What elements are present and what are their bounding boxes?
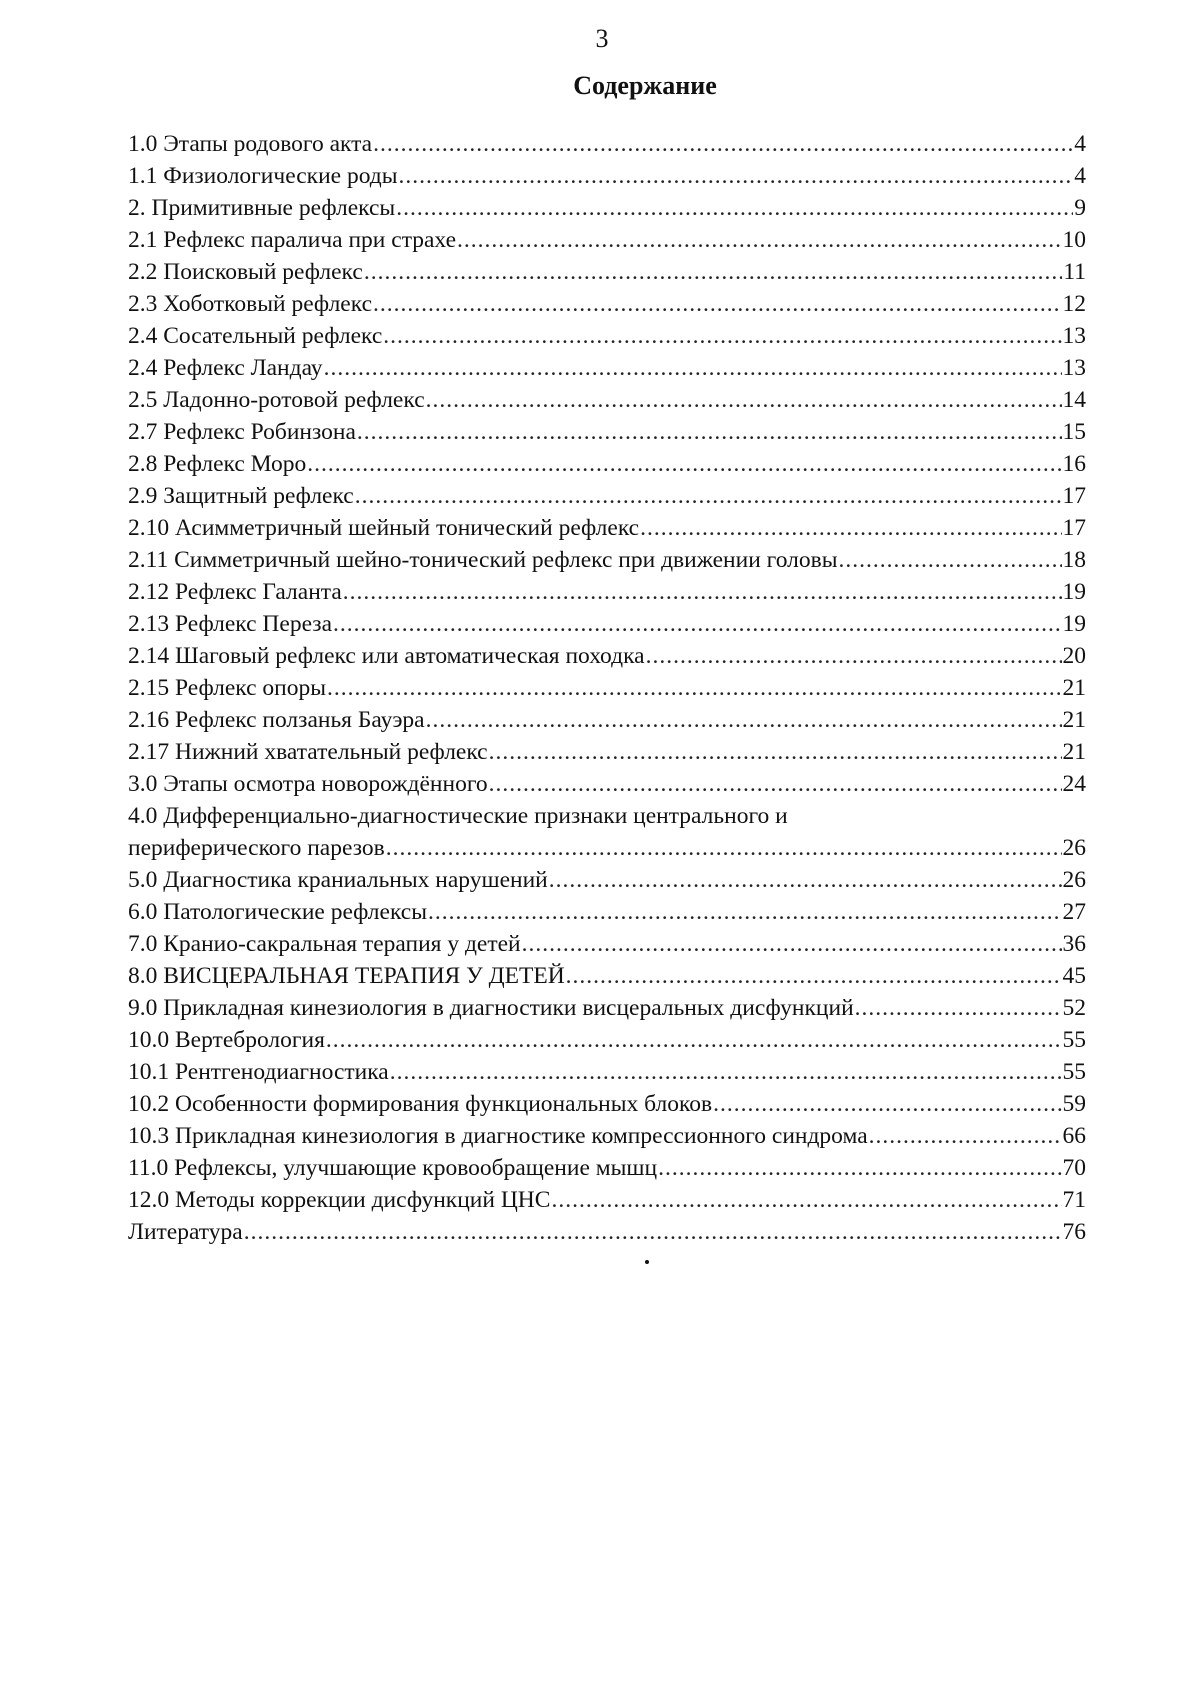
toc-entry-page: 13 (1062, 323, 1086, 349)
toc-entry (128, 1216, 1086, 1248)
toc-entry (128, 576, 1086, 608)
toc-entry (128, 352, 1086, 384)
toc-entry-page: 14 (1062, 387, 1086, 413)
toc-entry-page: 10 (1062, 227, 1086, 253)
toc-leader-dots (658, 1152, 1061, 1184)
toc-entry (128, 896, 1086, 928)
toc-entry (128, 768, 1086, 800)
toc-entry (128, 416, 1086, 448)
toc-leader-dots (457, 224, 1061, 256)
toc-entry (128, 160, 1086, 192)
toc-entry-page: 26 (1062, 867, 1086, 893)
toc-entry-page: 21 (1062, 707, 1086, 733)
toc-entry-page: 55 (1062, 1059, 1086, 1085)
toc-entry (128, 288, 1086, 320)
toc-entry (128, 512, 1086, 544)
toc-entry (128, 1152, 1086, 1184)
toc-leader-dots (489, 736, 1062, 768)
toc-leader-dots (713, 1088, 1061, 1120)
toc-entry-page: 71 (1062, 1187, 1086, 1213)
toc-entry-text: 2.12 Рефлекс Галанта (128, 579, 342, 605)
toc-entry (128, 992, 1086, 1024)
toc-entry-text: 2.2 Поисковый рефлекс (128, 259, 363, 285)
toc-leader-dots (326, 1024, 1062, 1056)
toc-entry-page: 19 (1062, 579, 1086, 605)
toc-leader-dots (640, 512, 1061, 544)
toc-entry-page: 11 (1063, 259, 1086, 285)
toc-leader-dots (839, 544, 1062, 576)
toc-entry-page: 20 (1062, 643, 1086, 669)
toc-entry (128, 128, 1086, 160)
toc-entry (128, 704, 1086, 736)
toc-entry-text: 2.14 Шаговый рефлекс или автоматическая походка (128, 643, 645, 669)
toc-entry-text: 2.15 Рефлекс опоры (128, 675, 327, 701)
toc-entry-text: 9.0 Прикладная кинезиология в диагностики висцеральных дисфункций (128, 995, 854, 1021)
toc-entry-text: 5.0 Диагностика краниальных нарушений (128, 867, 548, 893)
toc-leader-dots (869, 1120, 1062, 1152)
toc-entry-page: 70 (1062, 1155, 1086, 1181)
toc-entry-text: 12.0 Методы коррекции дисфункций ЦНС (128, 1187, 551, 1213)
toc-leader-dots (373, 288, 1062, 320)
toc-entry-page: 15 (1062, 419, 1086, 445)
toc-leader-dots (355, 480, 1062, 512)
toc-leader-dots (551, 1184, 1061, 1216)
toc-entry (128, 928, 1086, 960)
table-of-contents (128, 128, 1086, 1248)
toc-entry-text: 2. Примитивные рефлексы (128, 195, 396, 221)
toc-leader-dots (396, 192, 1073, 224)
toc-entry-text: Литература (128, 1219, 243, 1245)
toc-entry-page: 76 (1062, 1219, 1086, 1245)
toc-entry-text: 2.8 Рефлекс Моро (128, 451, 307, 477)
toc-entry-page: 52 (1062, 995, 1086, 1021)
toc-entry (128, 608, 1086, 640)
toc-leader-dots (386, 832, 1062, 864)
toc-entry-text: 8.0 ВИСЦЕРАЛЬНАЯ ТЕРАПИЯ У ДЕТЕЙ (128, 963, 565, 989)
toc-entry-page: 27 (1062, 899, 1086, 925)
toc-entry-text: 10.1 Рентгенодиагностика (128, 1059, 389, 1085)
toc-entry-page: 9 (1074, 195, 1086, 221)
toc-leader-dots (333, 608, 1062, 640)
toc-entry-page: 45 (1062, 963, 1086, 989)
toc-entry-text: 2.17 Нижний хватательный рефлекс (128, 739, 488, 765)
toc-entry-page: 24 (1062, 771, 1086, 797)
toc-entry-text: 2.10 Асимметричный шейный тонический рефлекс (128, 515, 640, 541)
toc-entry (128, 1184, 1086, 1216)
toc-leader-dots (489, 768, 1062, 800)
toc-entry-page: 4 (1074, 163, 1086, 189)
toc-entry-page: 17 (1062, 483, 1086, 509)
toc-entry-text: 10.3 Прикладная кинезиология в диагностике компрессионного синдрома (128, 1123, 868, 1149)
toc-entry-text: 2.7 Рефлекс Робинзона (128, 419, 356, 445)
toc-leader-dots (390, 1056, 1062, 1088)
toc-entry (128, 192, 1086, 224)
toc-leader-dots (327, 672, 1061, 704)
toc-entry-text: 10.2 Особенности формирования функциональных блоков (128, 1091, 713, 1117)
toc-entry (128, 320, 1086, 352)
toc-leader-dots (383, 320, 1061, 352)
toc-entry-page: 21 (1062, 675, 1086, 701)
toc-leader-dots (244, 1216, 1062, 1248)
toc-entry (128, 224, 1086, 256)
toc-entry-text: 2.4 Рефлекс Ландау (128, 355, 323, 381)
toc-entry-text: 2.16 Рефлекс ползанья Бауэра (128, 707, 425, 733)
toc-entry (128, 544, 1086, 576)
toc-entry (128, 736, 1086, 768)
toc-entry-continuation (128, 832, 1086, 864)
toc-entry-page: 17 (1062, 515, 1086, 541)
toc-leader-dots (357, 416, 1062, 448)
toc-entry (128, 384, 1086, 416)
toc-entry-page: 21 (1062, 739, 1086, 765)
toc-entry-text: 2.1 Рефлекс паралича при страхе (128, 227, 457, 253)
toc-entry-page: 4 (1074, 131, 1086, 157)
toc-entry (128, 864, 1086, 896)
toc-entry-page: 19 (1062, 611, 1086, 637)
toc-entry-text: 2.5 Ладонно-ротовой рефлекс (128, 387, 425, 413)
toc-entry-page: 36 (1062, 931, 1086, 957)
toc-entry (128, 672, 1086, 704)
toc-entry-page: 12 (1062, 291, 1086, 317)
toc-leader-dots (373, 128, 1073, 160)
toc-entry-page: 55 (1062, 1027, 1086, 1053)
toc-entry (128, 960, 1086, 992)
toc-leader-dots (549, 864, 1062, 896)
toc-leader-dots (364, 256, 1063, 288)
toc-entry-page: 18 (1062, 547, 1086, 573)
page-number: 3 (595, 24, 609, 53)
toc-leader-dots (324, 352, 1062, 384)
stray-mark (645, 1260, 649, 1264)
toc-entry-text: периферического парезов (128, 835, 385, 861)
toc-leader-dots (426, 704, 1062, 736)
toc-entry (128, 256, 1086, 288)
toc-title: Содержание (573, 71, 717, 100)
toc-entry-text: 2.3 Хоботковый рефлекс (128, 291, 372, 317)
toc-leader-dots (646, 640, 1062, 672)
toc-entry-text: 1.0 Этапы родового акта (128, 131, 373, 157)
toc-leader-dots (307, 448, 1061, 480)
toc-entry (128, 1056, 1086, 1088)
toc-entry-text: 10.0 Вертебрология (128, 1027, 325, 1053)
toc-entry-page: 26 (1062, 835, 1086, 861)
toc-leader-dots (399, 160, 1074, 192)
toc-entry-text: 2.4 Сосательный рефлекс (128, 323, 383, 349)
toc-entry-text: 11.0 Рефлексы, улучшающие кровообращение мышц (128, 1155, 658, 1181)
toc-leader-dots (566, 960, 1062, 992)
toc-entry-text: 2.11 Симметричный шейно-тонический рефлекс при движении головы (128, 547, 838, 573)
toc-entry-text: 2.9 Защитный рефлекс (128, 483, 354, 509)
toc-entry-page: 66 (1062, 1123, 1086, 1149)
toc-entry-text: 7.0 Кранио-сакральная терапия у детей (128, 931, 521, 957)
toc-entry (128, 800, 1086, 832)
toc-entry (128, 480, 1086, 512)
toc-entry (128, 640, 1086, 672)
toc-leader-dots (343, 576, 1062, 608)
toc-leader-dots (522, 928, 1062, 960)
toc-entry (128, 1120, 1086, 1152)
toc-entry-page: 16 (1062, 451, 1086, 477)
toc-entry-text: 4.0 Дифференциально-диагностические признаки центрального и (128, 803, 788, 829)
toc-entry-text: 6.0 Патологические рефлексы (128, 899, 428, 925)
toc-entry (128, 1088, 1086, 1120)
toc-entry-text: 2.13 Рефлекс Переза (128, 611, 332, 637)
toc-entry-text: 1.1 Физиологические роды (128, 163, 398, 189)
toc-entry-page: 13 (1062, 355, 1086, 381)
toc-leader-dots (428, 896, 1061, 928)
toc-leader-dots (855, 992, 1062, 1024)
toc-entry (128, 1024, 1086, 1056)
toc-entry-page: 59 (1062, 1091, 1086, 1117)
toc-entry-text: 3.0 Этапы осмотра новорождённого (128, 771, 488, 797)
toc-leader-dots (426, 384, 1062, 416)
toc-entry (128, 448, 1086, 480)
